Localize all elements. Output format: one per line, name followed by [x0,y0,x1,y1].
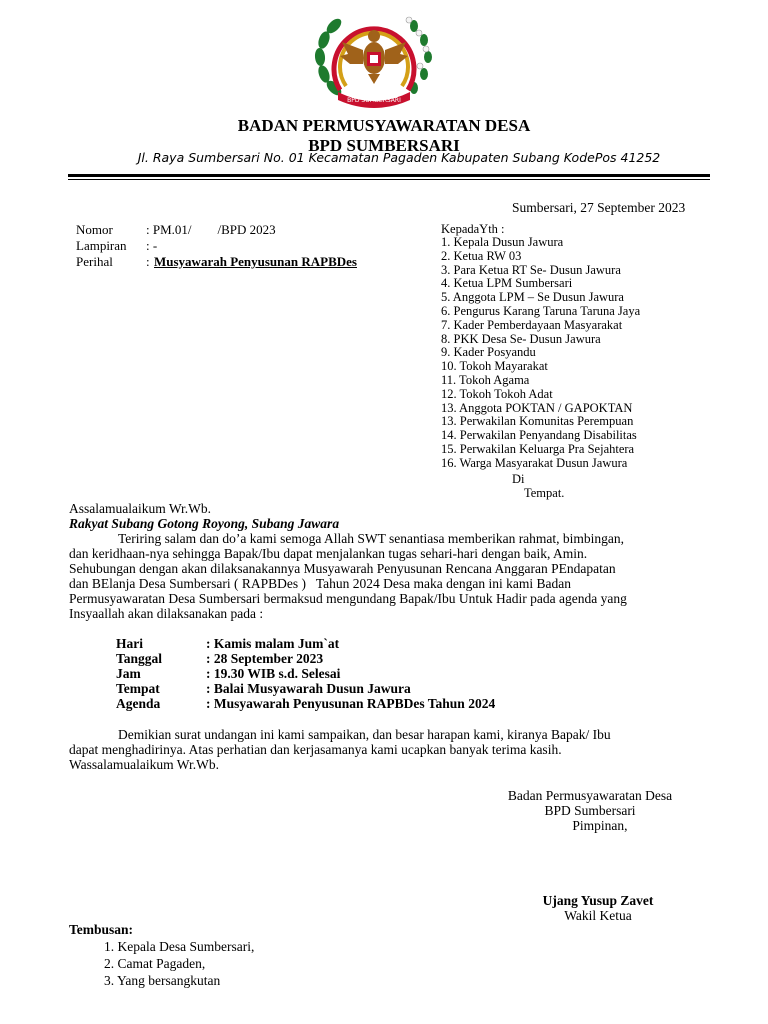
list-item: 5. Anggota LPM – Se Dusun Jawura [441,290,624,305]
agenda-label: Jam [116,666,141,681]
agenda-label: Hari [116,636,143,651]
list-item: 8. PKK Desa Se- Dusun Jawura [441,331,601,346]
lampiran-value: : - [146,238,158,253]
paragraph1-line: Insyaallah akan dilaksanakan pada : [69,606,264,621]
slogan: Rakyat Subang Gotong Royong, Subang Jawara [69,516,340,531]
perihal-label: Perihal [76,254,113,269]
table-row [116,681,495,696]
list-item: 4. Ketua LPM Sumbersari [441,276,573,291]
nomor-value: : PM.01/ /BPD 2023 [146,222,276,237]
list-item: 2. Ketua RW 03 [441,248,522,263]
signature-title: Wakil Ketua [564,908,632,923]
logo-banner-text: BPD SUMBERSARI [347,97,401,104]
garuda-emblem-icon [312,12,436,110]
list-item: 13. Perwakilan Komunitas Perempuan [441,414,634,429]
paragraph1-line: dan BElanja Desa Sumbersari ( RAPBDes ) Tahun 2024 Desa maka dengan ini kami Badan [69,576,571,591]
list-item: 3. Yang bersangkutan [104,973,221,988]
table-row [116,666,495,681]
recipient-di: Di [512,472,525,486]
bpd-logo [312,12,436,110]
tembusan-list [104,938,254,989]
table-row [116,696,495,711]
agenda-table [116,636,495,711]
list-item: 16. Warga Masyarakat Dusun Jawura [441,455,628,470]
paragraph2-line: Wassalamualaikum Wr.Wb. [69,757,219,772]
list-item: 2. Camat Pagaden, [104,956,206,971]
list-item: 10. Tokoh Mayarakat [441,359,548,374]
paragraph2-line: Demikian surat undangan ini kami sampaikan, dan besar harapan kami, kiranya Bapak/ Ibu [118,727,611,742]
list-item: 7. Kader Pemberdayaan Masyarakat [441,317,623,332]
list-item: 14. Perwakilan Penyandang Disabilitas [441,428,637,443]
agenda-label: Tempat [116,681,160,696]
paragraph2-line: dapat menghadirinya. Atas perhatian dan kerjasamanya kami ucapkan banyak terima kasih. [69,742,562,757]
lampiran-label: Lampiran [76,238,127,253]
agenda-value: : 19.30 WIB s.d. Selesai [206,666,341,681]
list-item: 13. Anggota POKTAN / GAPOKTAN [441,400,633,415]
paragraph1-line: Permusyawaratan Desa Sumbersari bermaksud mengundang Bapak/Ibu Untuk Hadir pada agenda yang [69,591,627,606]
agenda-value: : 28 September 2023 [206,651,324,666]
list-item: 9. Kader Posyandu [441,345,536,360]
recipient-list [441,236,640,471]
greeting: Assalamualaikum Wr.Wb. [69,501,212,516]
paragraph1-line: Sehubungan dengan akan dilaksanakannya Musyawarah Penyusunan Rencana Anggaran PEndapatan [69,561,616,576]
recipients-title: KepadaYth : [441,222,505,236]
agenda-label: Tanggal [116,651,163,666]
list-item: 11. Tokoh Agama [441,372,530,387]
agenda-value: : Kamis malam Jum`at [206,636,340,651]
signature-org: Badan Permusyawaratan Desa [507,788,673,803]
org-name-line2: BPD SUMBERSARI [308,136,460,155]
list-item: 15. Perwakilan Keluarga Pra Sejahtera [441,441,635,456]
nomor-label: Nomor [76,222,113,237]
paragraph1-line: Teriring salam dan do’a kami semoga Allah SWT senantiasa memberikan rahmat, bimbingan, [118,531,625,546]
signature-role: Pimpinan, [572,818,628,833]
letter-date: Sumbersari, 27 September 2023 [512,200,686,215]
header-rule-thick [68,174,710,177]
agenda-value: : Balai Musyawarah Dusun Jawura [206,681,411,696]
agenda-value: : Musyawarah Penyusunan RAPBDes Tahun 2024 [206,696,496,711]
agenda-label: Agenda [116,696,161,711]
tembusan-title: Tembusan: [69,922,134,937]
signature-name: Ujang Yusup Zavet [542,893,654,908]
list-item: 1. Kepala Desa Sumbersari, [104,939,255,954]
org-address: Jl. Raya Sumbersari No. 01 Kecamatan Pagaden Kabupaten Subang KodePos 41252 [137,150,661,165]
list-item: 6. Pengurus Karang Taruna Taruna Jaya [441,303,641,318]
table-row [116,651,495,666]
list-item: 12. Tokoh Tokoh Adat [441,386,553,401]
paragraph1-line: dan keridhaan-nya sehingga Bapak/Ibu dapat menjalankan tugas sehari-hari dengan baik, Amin. [69,546,588,561]
recipient-tempat: Tempat. [524,486,565,500]
org-name-line1: BADAN PERMUSYAWARATAN DESA [237,116,531,135]
list-item: 3. Para Ketua RT Se- Dusun Jawura [441,262,621,277]
table-row [116,636,495,651]
perihal-value: Musyawarah Penyusunan RAPBDes [154,254,357,269]
signature-org2: BPD Sumbersari [544,803,636,818]
header-rule-thin [68,179,710,180]
list-item: 1. Kepala Dusun Jawura [441,235,564,249]
perihal-colon: : [146,254,150,269]
